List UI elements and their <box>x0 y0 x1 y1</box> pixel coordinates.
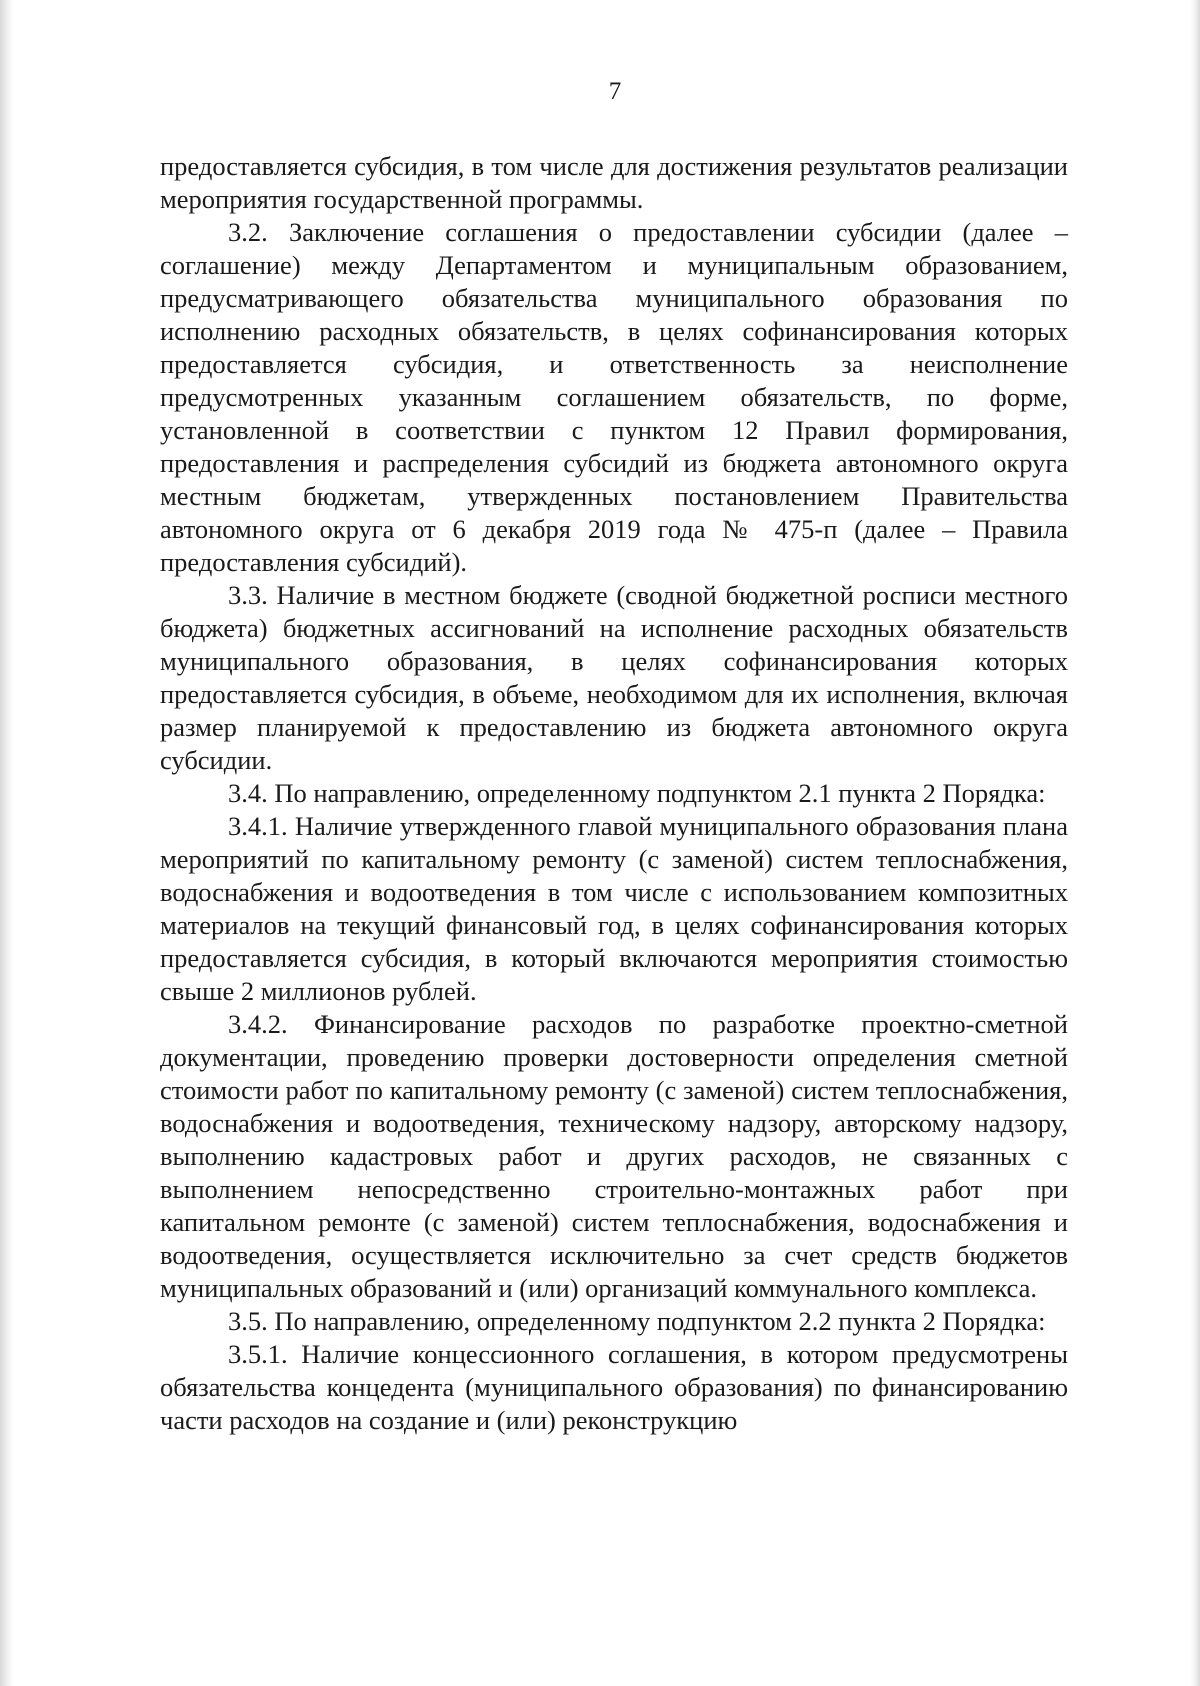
scan-edge-right <box>1190 0 1200 1686</box>
paragraph-3-4: 3.4. По направлению, определенному подпунктом 2.1 пункта 2 Порядка: <box>228 778 1046 808</box>
scan-edge-left <box>0 0 14 1686</box>
paragraph-3-3: 3.3. Наличие в местном бюджете (сводной бюджетной росписи местного бюджета) бюджетных ассигнований на исполнение расходных обязательств муниципального образования, в целях софинансирования которых предоставляется субсидия, в объеме, необходимом для их исполнения, включая размер планируемой к предоставлению из бюджета автономного округа субсидии. <box>160 580 1068 775</box>
page-number: 7 <box>608 78 622 105</box>
paragraph-continuation: предоставляется субсидия, в том числе для достижения результатов реализации мероприятия государственной программы. <box>160 151 1068 214</box>
paragraph-3-5-1: 3.5.1. Наличие концессионного соглашения, в котором предусмотрены обязательства концедента (муниципального образования) по финансированию части расходов на создание и (или) реконструкцию <box>160 1339 1068 1435</box>
paragraph-3-5: 3.5. По направлению, определенному подпунктом 2.2 пункта 2 Порядка: <box>228 1306 1046 1336</box>
paragraph-3-2: 3.2. Заключение соглашения о предоставлении субсидии (далее – соглашение) между Департаментом и муниципальным образованием, предусматривающего обязательства муниципального образования по исполнению расходных обязательств, в целях софинансирования которых предоставляется субсидия, и ответственность за неисполнение предусмотренных указанным соглашением обязательств, по форме, установленной в соответствии с пунктом 12 Правил формирования, предоставления и распределения субсидий из бюджета автономного округа местным бюджетам, утвержденных постановлением Правительства автономного округа от 6 декабря 2019 года № 475-п (далее – Правила предоставления субсидий). <box>160 217 1068 577</box>
document-body <box>160 150 1068 1437</box>
paragraph-3-4-1: 3.4.1. Наличие утвержденного главой муниципального образования плана мероприятий по капитальному ремонту (с заменой) систем теплоснабжения, водоснабжения и водоотведения в том числе с использованием композитных материалов на текущий финансовый год, в целях софинансирования которых предоставляется субсидия, в который включаются мероприятия стоимостью свыше 2 миллионов рублей. <box>160 811 1068 1006</box>
paragraph-3-4-2: 3.4.2. Финансирование расходов по разработке проектно-сметной документации, проведению проверки достоверности определения сметной стоимости работ по капитальному ремонту (с заменой) систем теплоснабжения, водоснабжения и водоотведения, техническому надзору, авторскому надзору, выполнению кадастровых работ и других расходов, не связанных с выполнением непосредственно строительно-монтажных работ при капитальном ремонте (с заменой) систем теплоснабжения, водоснабжения и водоотведения, осуществляется исключительно за счет средств бюджетов муниципальных образований и (или) организаций коммунального комплекса. <box>160 1009 1068 1303</box>
